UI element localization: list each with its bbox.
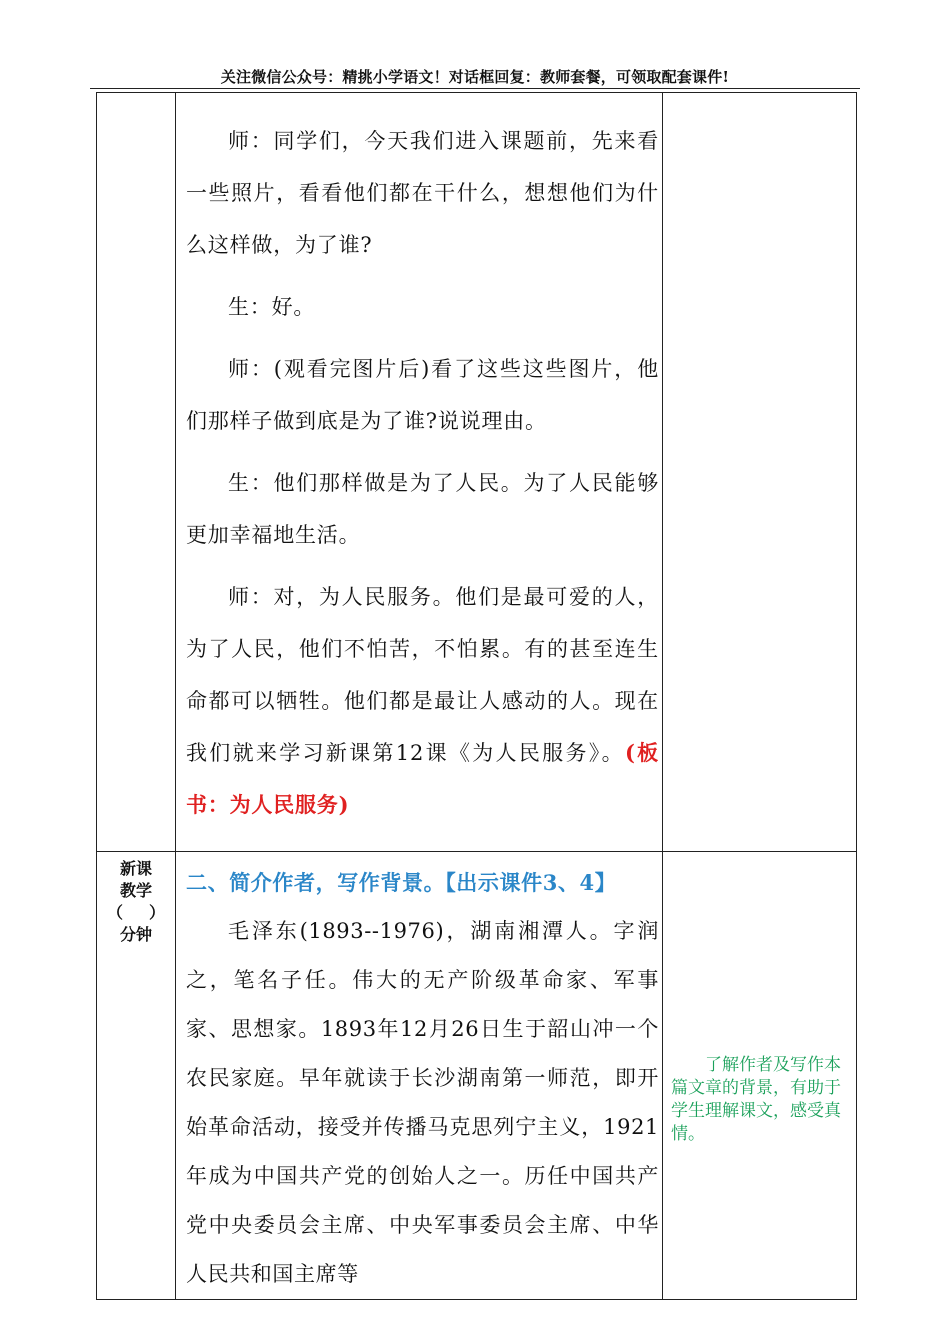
dialogue-paragraph: 生：他们那样做是为了人民。为了人民能够更加幸福地生活。: [186, 471, 659, 547]
stage-label-cell: [97, 93, 176, 852]
table-row: [97, 93, 857, 852]
dialogue-paragraph: 师：(观看完图片后)看了这些这些图片，他们那样子做到底是为了谁?说说理由。: [186, 357, 659, 433]
page-header: 关注微信公众号：精挑小学语文！对话框回复：教师套餐，可领取配套课件!: [220, 68, 730, 86]
dialogue-text: 师：对，为人民服务。他们是最可爱的人，为了人民，他们不怕苦，不怕累。有的甚至连生命都可以牺牲。他们都是最让人感动的人。现在我们就来学习新课第12课《为人民服务》。: [186, 585, 659, 765]
stage-label-line: 新课: [119, 859, 152, 878]
stage-label-line: 分钟: [119, 925, 152, 944]
stage-label-cell: [97, 852, 176, 1300]
design-note: 了解作者及写作本篇文章的背景，有助于学生理解课文，感受真情。: [671, 1055, 841, 1144]
board-note: (板书：为人民服务): [186, 740, 659, 817]
stage-label-line: 教学: [119, 881, 152, 900]
content-cell: [176, 93, 663, 852]
paren-close: ）: [148, 903, 165, 922]
dialogue-paragraph: 师：同学们，今天我们进入课题前，先来看一些照片，看看他们都在干什么，想想他们为什么这样做，为了谁?: [186, 129, 659, 257]
table-row: [97, 852, 857, 1300]
design-note-cell: [663, 852, 857, 1300]
content-cell: [176, 852, 663, 1300]
section-heading: 二、简介作者，写作背景。【出示课件3、4】: [186, 870, 617, 895]
lesson-plan-table: [96, 92, 857, 1300]
header-divider: [90, 88, 860, 89]
dialogue-paragraph: 生：好。: [228, 295, 316, 319]
minutes-blank: [97, 902, 175, 924]
design-note-cell: [663, 93, 857, 852]
dialogue-paragraph-final: [186, 571, 659, 831]
paren-open: （: [107, 903, 124, 922]
author-paragraph: 毛泽东(1893--1976)，湖南湘潭人。字润之，笔名子任。伟大的无产阶级革命家、军事家、思想家。1893年12月26日生于韶山冲一个农民家庭。早年就读于长沙湖南第一师范，即开始革命活动，接受并传播马克思列宁主义，1921年成为中国共产党的创始人之一。历任中国共产党中央委员会主席、中央军事委员会主席、中华人民共和国主席等: [186, 919, 659, 1286]
